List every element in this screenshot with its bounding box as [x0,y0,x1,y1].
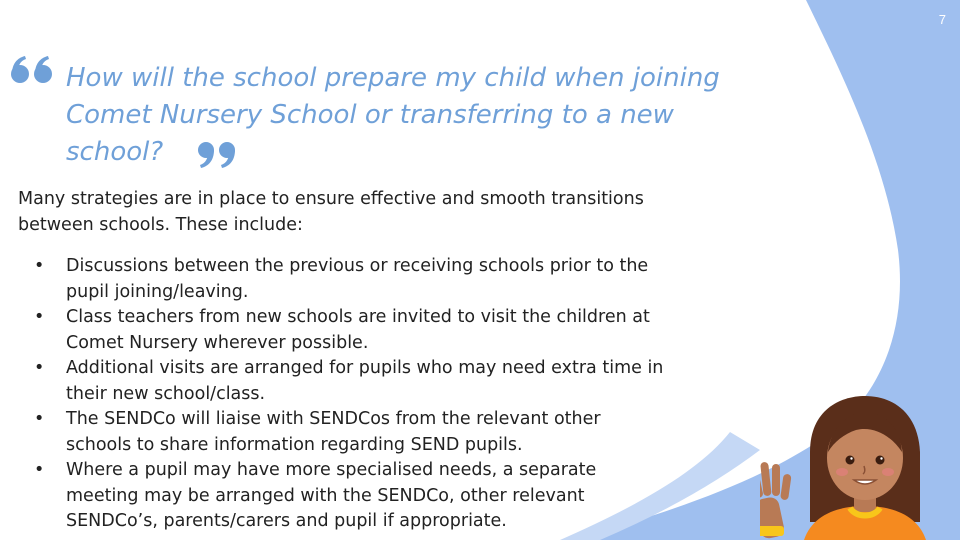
list-item [18,254,678,305]
page-title [66,60,786,171]
bullet-dot-icon: • [34,358,45,378]
list-item [18,458,678,535]
list-item-line: Additional visits are arranged for pupils who may need extra time in [66,358,664,378]
list-item-line: meeting may be arranged with the SENDCo, other relevant [66,485,585,506]
title-line-2: Comet Nursery School or transferring to a new [66,100,674,130]
list-item-line: Where a pupil may have more specialised needs, a separate [66,460,597,480]
strategy-list [18,254,678,535]
list-item-line: Discussions between the previous or receiving schools prior to the [66,256,649,276]
bullet-dot-icon: • [34,409,45,429]
list-item-line: SENDCo’s, parents/carers and pupil if appropriate. [66,511,507,531]
bullet-dot-icon: • [34,307,45,327]
title-line-3: school? [66,137,164,167]
intro-paragraph [18,186,678,238]
bullet-dot-icon: • [34,460,45,480]
list-item-line: their new school/class. [66,383,266,404]
list-item [18,407,678,458]
list-item-line: Comet Nursery wherever possible. [66,332,369,353]
list-item-line: The SENDCo will liaise with SENDCos from the relevant other [66,409,601,429]
intro-line-2: between schools. These include: [18,215,303,235]
slide-number: 7 [938,12,946,27]
waving-girl-illustration [760,390,960,540]
bullet-dot-icon: • [34,256,45,276]
intro-line-1: Many strategies are in place to ensure effective and smooth transitions [18,189,644,209]
close-quote-icon [196,138,238,178]
open-quote-icon [8,44,58,94]
waving-hand [760,462,792,540]
list-item-line: Class teachers from new schools are invited to visit the children at [66,307,650,327]
list-item-line: schools to share information regarding SEND pupils. [66,434,523,455]
list-item [18,356,678,407]
title-line-1: How will the school prepare my child when joining [66,63,720,93]
list-item [18,305,678,356]
list-item-line: pupil joining/leaving. [66,281,249,302]
